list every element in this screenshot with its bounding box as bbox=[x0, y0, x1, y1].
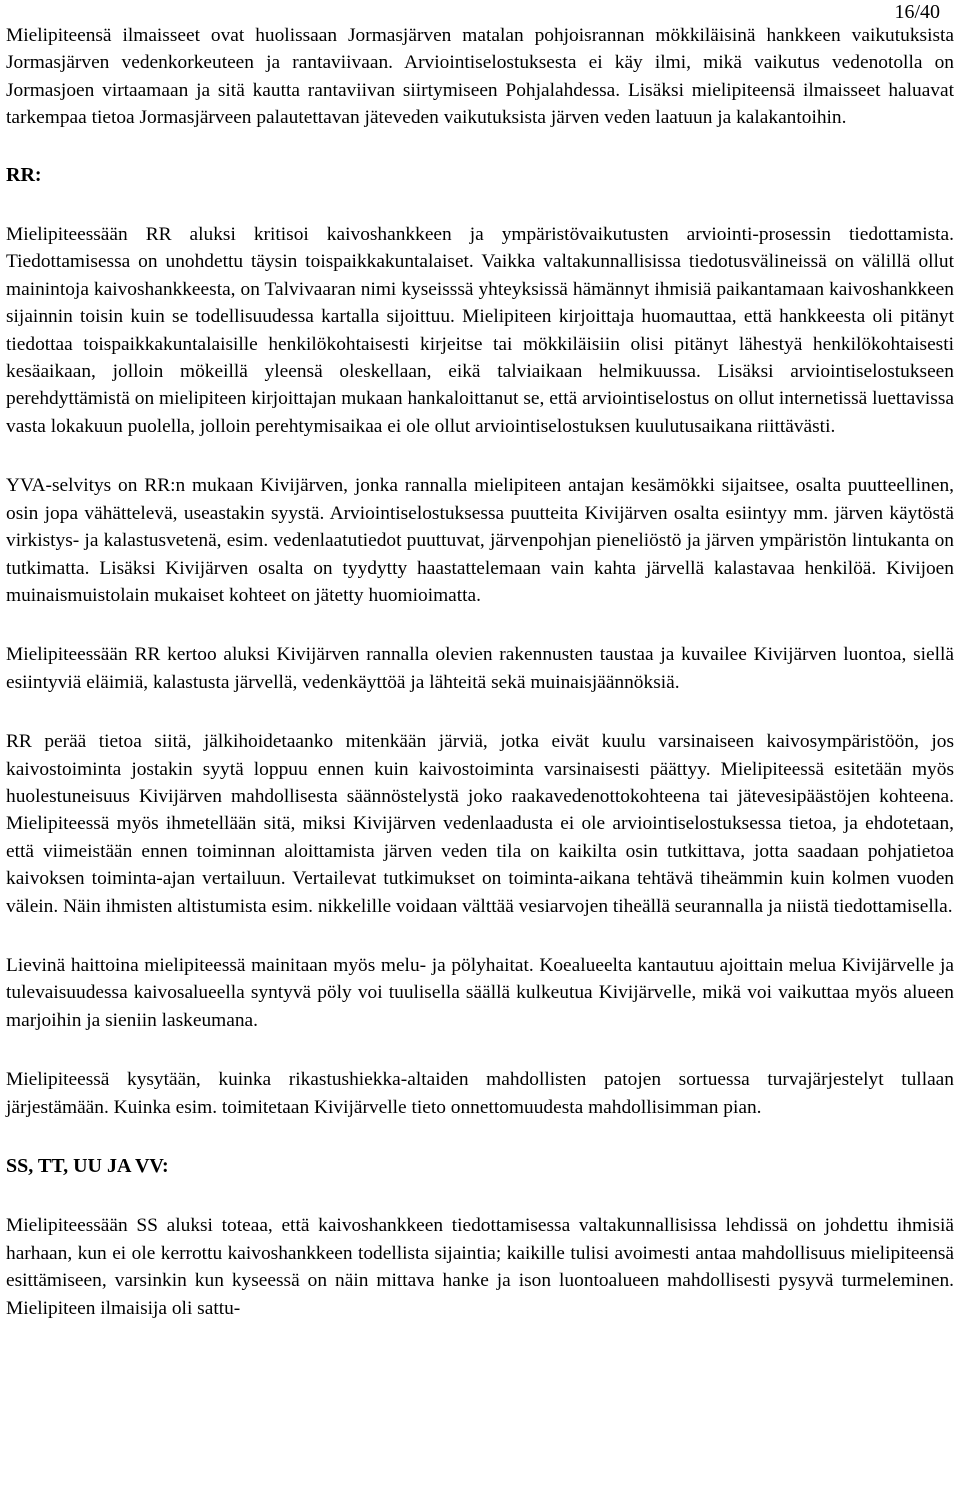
paragraph-jormasjarvi: Mielipiteensä ilmaisseet ovat huolissaan Jormasjärven matalan pohjoisrannan mökkiläisinä hankkeen vaikutuksista Jormasjärven vedenkorkeuteen ja rantaviivaan. Arviointiselostuksesta ei käy ilmi, mikä vaikutus vedenotolla on Jormasjoen virtaamaan ja sitä kautta rantaviivan siirtymiseen Pohjalahdessa. Lisäksi mielipiteensä ilmaisseet haluavat tarkempaa tietoa Jormasjärveen palautettavan jäteveden vaikutuksista järven veden laatuun ja kalakantoihin. bbox=[6, 25, 954, 129]
document-body bbox=[6, 22, 954, 1354]
section-heading-ss-tt-uu-vv: SS, TT, UU JA VV: bbox=[6, 1155, 169, 1177]
paragraph-rr-melu-poly: Lievinä haittoina mielipiteessä mainitaan myös melu- ja pölyhaitat. Koealueelta kantautuu ajoittain melua Kivijärvelle ja tulevaisuudessa kaivosalueella syntyvä pöly voi tuulisella säällä kulkeutua Kivijärvelle, mikä voi vaikuttaa myös alueen marjoihin ja sieniin laskeumana. bbox=[6, 954, 954, 1031]
paragraph-ss-tiedottaminen: Mielipiteessään SS aluksi toteaa, että kaivoshankkeen tiedottamisessa valtakunnallisissa lehdissä on johdettu ihmisiä harhaan, kun ei ole kerrottu kaivoshankkeen todellista sijaintia; kaikille tulisi avoimesti antaa mahdollisuus mielipiteensä esittämiseen, varsinkin kun kyseessä on näin mittava hanke ja ison luontoalueen mahdollisesti pysyvä turmeleminen. Mielipiteen ilmaisija oli sattu- bbox=[6, 1215, 954, 1319]
paragraph-rr-turvajarjestelyt: Mielipiteessä kysytään, kuinka rikastushiekka-altaiden mahdollisten patojen sortuessa turvajärjestelyt tullaan järjestämään. Kuinka esim. toimitetaan Kivijärvelle tieto onnettomuudesta mahdollisimman pian. bbox=[6, 1069, 954, 1118]
page-number: 16/40 bbox=[894, 1, 940, 23]
paragraph-rr-tiedottaminen: Mielipiteessään RR aluksi kritisoi kaivoshankkeen ja ympäristövaikutusten arviointi-prosessin tiedottamista. Tiedottamisessa on unohdettu täysin toispaikkakuntalaiset. Vaikka valtakunnallisissa tiedotusvälineissä on välillä ollut mainintoja kaivoshankkeesta, on Talvivaaran nimi kyseisssä yhteyksissä hämännyt ihmisiä paikantamaan kaivoshankkeen sijainnin toisin kuin se todellisuudessa kartalla sijoittuu. Mielipiteen kirjoittaja huomauttaa, että hankkeesta oli pitänyt tiedottaa toispaikkakuntalaisille henkilökohtaisesti kirjeitse tai mökkiläisiin olisi pitänyt lähestyä henkilökohtaisesti kesäaikaan, jolloin mökeillä yleensä oleskellaan, eikä talviaikaan helmikuussa. Lisäksi arviointiselostukseen perehdyttämistä on mielipiteen kirjoittajan mukaan hankaloittanut se, että arviointiselostus on ollut internetissä luettavissa vasta lokakuun puolella, jolloin perehtymisaikaa ei ole ollut arviointiselostuksen kuulutusaikana riittävästi. bbox=[6, 224, 954, 437]
paragraph-rr-jalkihoito: RR perää tietoa siitä, jälkihoidetaanko mitenkään järviä, jotka eivät kuulu varsinaiseen kaivosympäristöön, jos kaivostoiminta jostakin syytä loppuu ennen kuin kaivostoiminta varsinaisesti päättyy. Mielipiteessä esitetään myös huolestuneisuus Kivijärven mahdollisesta säännöstelystä joko raakavedenottokohteena tai jätevesipäästöjen kohteena. Mielipiteessä myös ihmetellään sitä, miksi Kivijärven vedenlaadusta ei ole arviointiselostuksessa tietoa, ja ehdotetaan, että viimeistään ennen toiminnan aloittamista järven veden tila on kaikilta osin tutkittava, jotta saadaan pohjatietoa kaivoksen toiminta-ajan vertailuun. Vertailevat tutkimukset on toiminta-aikana tehtävä tiheämmin kuin kolmen vuoden välein. Näin ihmisten altistumista esim. nikkelille voidaan välttää vesiarvojen tiheällä seurannalla ja niistä tiedottamisella. bbox=[6, 731, 954, 917]
paragraph-rr-kivijarvi-luonto: Mielipiteessään RR kertoo aluksi Kivijärven rannalla olevien rakennusten taustaa ja kuvailee Kivijärven luontoa, siellä esiintyviä eläimiä, kalastusta järvellä, vedenkäyttöä ja lähteitä sekä muinaisjäännöksiä. bbox=[6, 644, 954, 693]
paragraph-rr-yva-selvitys: YVA-selvitys on RR:n mukaan Kivijärven, jonka rannalla mielipiteen antajan kesämökki sijaitsee, osalta puutteellinen, osin jopa vähättelevä, useastakin syystä. Arviointiselostuksessa puutteita Kivijärven osalta esiintyy mm. järven käytöstä virkistys- ja kalastusvetenä, esim. vedenlaatutiedot puuttuvat, järvenpohjan pieneliöstö ja järven ympäristön lintukanta on tutkimatta. Lisäksi Kivijärven osalta on tyydytty haastattelemaan vain kahta järvellä kalastavaa henkilöä. Kivijoen muinaismuistolain mukaiset kohteet on jätetty huomioimatta. bbox=[6, 475, 954, 606]
section-heading-rr: RR: bbox=[6, 163, 42, 186]
